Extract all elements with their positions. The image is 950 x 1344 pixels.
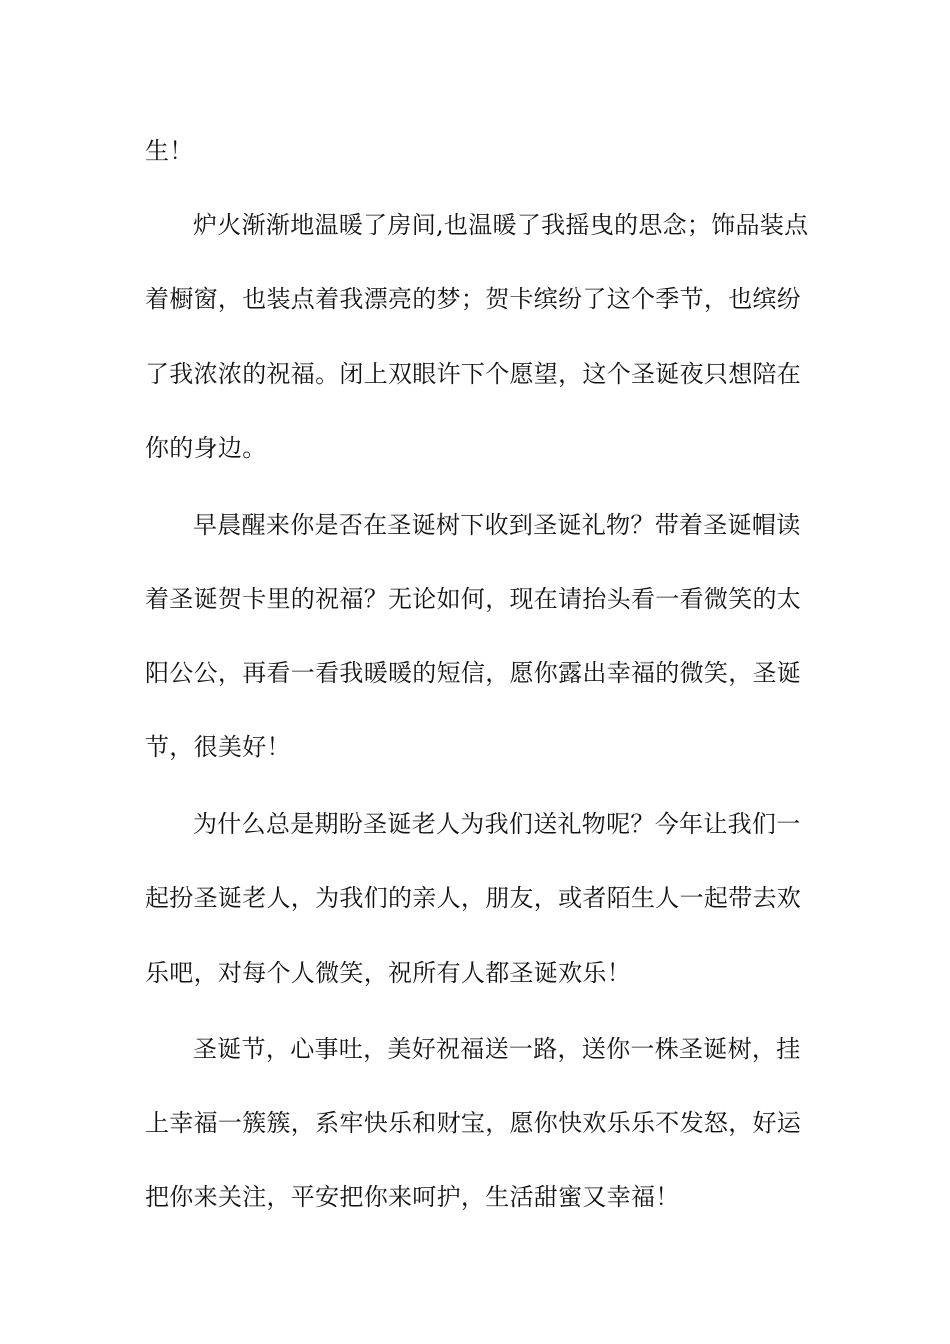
text-line: 生！: [145, 137, 194, 165]
text-line: 圣诞节，心事吐，美好祝福送一路，送你一株圣诞树，挂: [193, 1035, 801, 1063]
text-line: 乐吧，对每个人微笑，祝所有人都圣诞欢乐！: [145, 959, 631, 987]
text-line: 为什么总是期盼圣诞老人为我们送礼物呢？今年让我们一: [193, 810, 801, 838]
text-line: 了我浓浓的祝福。闭上双眼许下个愿望，这个圣诞夜只想陪在: [145, 360, 802, 388]
text-line: 节，很美好！: [145, 733, 291, 761]
text-line: 上幸福一簇簇，系牢快乐和财宝，愿你快欢乐乐不发怒，好运: [145, 1109, 802, 1137]
text-line: 着圣诞贺卡里的祝福？无论如何，现在请抬头看一看微笑的太: [145, 585, 802, 613]
text-line: 早晨醒来你是否在圣诞树下收到圣诞礼物？带着圣诞帽读: [193, 511, 801, 539]
text-line: 炉火渐渐地温暖了房间,也温暖了我摇曳的思念；饰品装点: [193, 211, 809, 239]
text-line: 阳公公，再看一看我暖暖的短信，愿你露出幸福的微笑，圣诞: [145, 659, 802, 687]
text-line: 你的身边。: [145, 434, 267, 462]
text-line: 把你来关注，平安把你来呵护，生活甜蜜又幸福！: [145, 1183, 680, 1211]
text-line: 起扮圣诞老人，为我们的亲人，朋友，或者陌生人一起带去欢: [145, 884, 802, 912]
text-line: 着橱窗，也装点着我漂亮的梦；贺卡缤纷了这个季节，也缤纷: [145, 285, 802, 313]
